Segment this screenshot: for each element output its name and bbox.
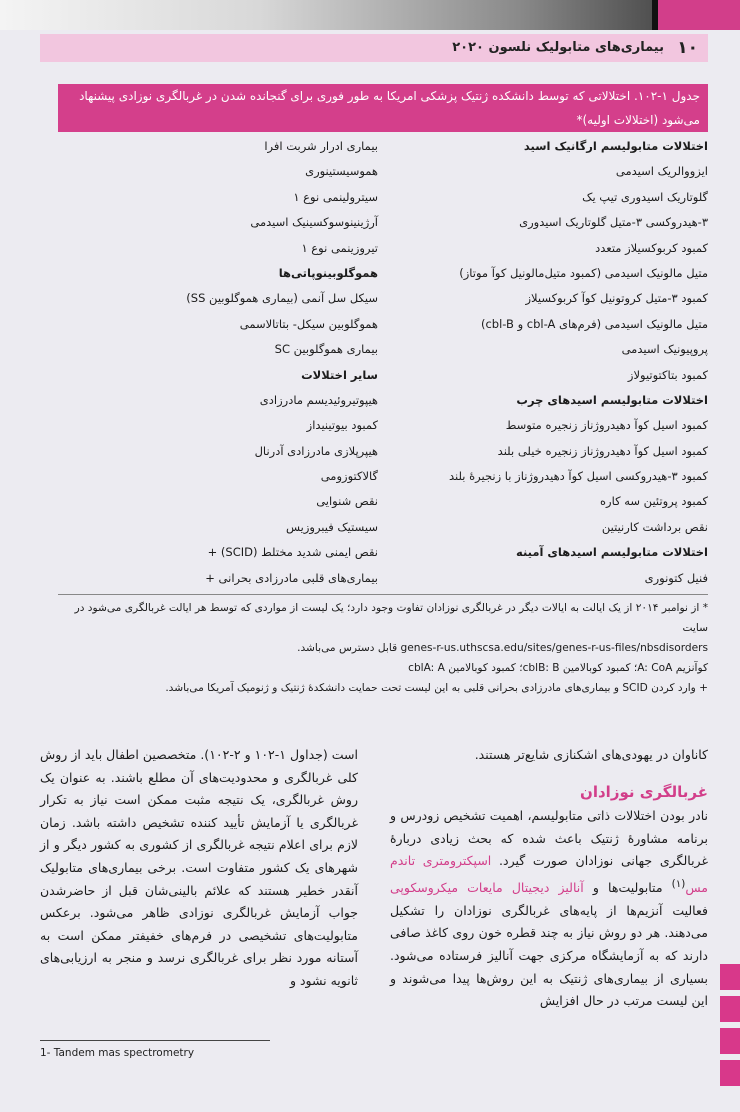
table-row: کمبود ۳-متیل کروتونیل کوآ کربوکسیلاز (525, 291, 708, 306)
table-group-heading: اختلالات متابولیسم ارگانیک اسید (523, 139, 708, 153)
edge-stripe (720, 1028, 740, 1054)
footnote: 1- Tandem mas spectrometry (40, 1047, 195, 1059)
table-column-left (58, 134, 378, 591)
edge-stripe (720, 996, 740, 1022)
table-row: کمبود اسیل کوآ دهیدروژناز زنجیره متوسط (505, 418, 708, 433)
table-row: بیماری هموگلوبین SC (274, 342, 378, 357)
table-note: کوآنزیم A: CoA؛ کمبود کوبالامین cblB: B؛ کمبود کوبالامین cblA: A (408, 662, 708, 674)
footnote-ref: (۱) (671, 877, 686, 890)
highlighted-term: آنالیز دیجیتال مایعات میکروسکوپی (390, 880, 584, 896)
table-group-heading: هموگلوبینوپاتی‌ها (278, 265, 378, 280)
paragraph (390, 805, 708, 1013)
table-row: هموگلوبین سیکل- بتاتالاسمی (239, 316, 378, 331)
table-row: سیکل سل آنمی (بیماری هموگلوبین SS) (186, 291, 378, 306)
table-row: متیل مالونیک اسیدمی (کمبود متیل‌مالونیل کوآ موتاز) (459, 265, 708, 280)
table-row: هیپرپلازی مادرزادی آدرنال (254, 443, 378, 458)
table-row: فنیل کتونوری (644, 570, 708, 585)
table-row: آرژینینوسوکسینیک اسیدمی (250, 215, 378, 230)
highlighted-term: اسپکترومتری تاندم مس (390, 853, 708, 896)
page-number: ۱۰ (677, 38, 698, 58)
paragraph-text: فعالیت آنزیم‌ها از پایه‌های غربالگری نوزادان را تشکیل می‌دهند. هر دو روش نیاز به چند قطره خون روی کاغذ صافی دارند که به آزمایشگاه مرکزی جهت آنالیز فرستاده می‌شود. بسیاری از بیماری‌های ژنتیک به این روش‌ها پیدا می‌شوند و این لیست مرتب در حال افزایش (390, 902, 708, 1009)
edge-stripe (720, 964, 740, 990)
table-group-heading: اختلالات متابولیسم اسیدهای آمینه (515, 545, 708, 560)
table-bottom-rule (58, 594, 708, 595)
table-row: کمبود بتاکتوتیولاز (627, 367, 708, 382)
table-group-heading: اختلالات متابولیسم اسیدهای چرب (516, 392, 708, 407)
running-title: بیماری‌های متابولیک نلسون ۲۰۲۰ (452, 40, 664, 55)
table-caption: جدول ۱-۱۰۲. اختلالاتی که توسط دانشکده ژنتیک پزشکی امریکا به طور فوری برای گنجانده شدن در غربالگری نوزادی پیشنهاد می‌شود (اختلالات اولیه)* (58, 84, 708, 132)
section-heading: غربالگری نوزادان (580, 782, 708, 801)
page-header (40, 34, 708, 62)
table-row: بیماری ادرار شربت افرا (264, 139, 378, 153)
table-row: بیماری‌های قلبی مادرزادی بحرانی + (205, 570, 378, 585)
table-note: * از نوامبر ۲۰۱۴ از یک ایالت به ایالات دیگر در غربالگری نوزادان تفاوت وجود دارد؛ یک لیست از مواردی که توسط هر ایالت غربالگری می‌شود در سایت (74, 602, 708, 634)
table-row: تیروزینمی نوع ۱ (301, 240, 378, 255)
edge-stripe (720, 1060, 740, 1086)
top-bar-tab (658, 0, 740, 30)
table-column-right (388, 134, 708, 591)
table-row: متیل مالونیک اسیدمی (فرم‌های cbl-A و cbl-B) (480, 316, 708, 331)
table-row: ایزووالریک اسیدمی (615, 164, 708, 179)
table-row: کمبود پروتئین سه کاره (600, 494, 708, 509)
body-column-right (390, 744, 708, 1013)
disorders-table (58, 134, 708, 592)
table-note: + وارد کردن SCID و بیماری‌های مادرزادی بحرانی قلبی به این لیست تحت حمایت دانشکدهٔ ژنتیک و ژنومیک آمریکا می‌باشد. (165, 682, 708, 694)
table-row: نقص برداشت کارنیتین (601, 519, 708, 534)
table-row: سیترولینمی نوع ۱ (293, 189, 378, 204)
footnote-rule (40, 1040, 270, 1041)
table-row: کمبود بیوتینیداز (306, 418, 378, 433)
table-row: گلوتاریک اسیدوری تیپ یک (582, 189, 708, 204)
paragraph-text: متابولیت‌ها و (592, 880, 663, 896)
table-row: سیستیک فیبروزیس (285, 519, 378, 534)
table-row: گالاکتوزومی (320, 469, 378, 484)
table-row: پروپیونیک اسیدمی (621, 342, 708, 357)
table-row: ۳-هیدروکسی ۳-متیل گلوتاریک اسیدوری (519, 215, 708, 230)
table-row: کمبود کربوکسیلاز متعدد (595, 240, 708, 255)
top-gradient-bar (0, 0, 740, 30)
table-row: کمبود ۳-هیدروکسی اسیل کوآ دهیدروژناز با زنجیرهٔ بلند (448, 469, 708, 484)
paragraph: کاناوان در یهودی‌های اشکنازی شایع‌تر هستند. (474, 747, 708, 762)
table-row: هیپوتیروئیدیسم مادرزادی (259, 392, 378, 407)
table-notes (58, 598, 708, 698)
table-note: genes-r-us.uthscsa.edu/sites/genes-r-us-files/nbsdisorders قابل دسترس می‌باشد. (297, 642, 708, 654)
paragraph: است (جداول ۱-۱۰۲ و ۲-۱۰۲). متخصصین اطفال باید از روش کلی غربالگری و محدودیت‌های آن مطلع باشند. به عنوان یک روش غربالگری، یک نتیجه مثبت ممکن است نیاز به تکرار غربالگری یا آزمایش تأیید کننده تشخیص داشته باشد. زمان لازم برای اعلام نتیجه غربالگری از کشوری به کشور دیگر و از شهرهای یک کشور متفاوت است. برخی بیماری‌های متابولیک آنقدر خطیر هستند که علائم بالینی‌شان قبل از حاضرشدن جواب آزمایش غربالگری نوزادی ظاهر می‌شود. برعکس متابولیت‌های تشخیصی در فرم‌های خفیفتر ممکن است به آستانه مورد نظر برای غربالگری نرسد و منجر به ارزیابی‌های ثانویه نشود و (40, 747, 358, 988)
paragraph-text: نادر بودن اختلالات ذاتی متابولیسم، اهمیت تشخیص زودرس و برنامه مشاورهٔ ژنتیک باعث شده که بحث زیادی دربارهٔ غربالگری جهانی نوزادان صورت گیرد. (390, 808, 708, 869)
table-row: هموسیستینوری (305, 164, 378, 179)
table-row: نقص شنوایی (316, 494, 378, 509)
table-row: نقص ایمنی شدید مختلط (SCID) + (207, 545, 378, 560)
table-group-heading: سایر اختلالات (301, 367, 378, 382)
table-row: کمبود اسیل کوآ دهیدروژناز زنجیره خیلی بلند (497, 443, 708, 458)
body-column-left (40, 744, 358, 993)
